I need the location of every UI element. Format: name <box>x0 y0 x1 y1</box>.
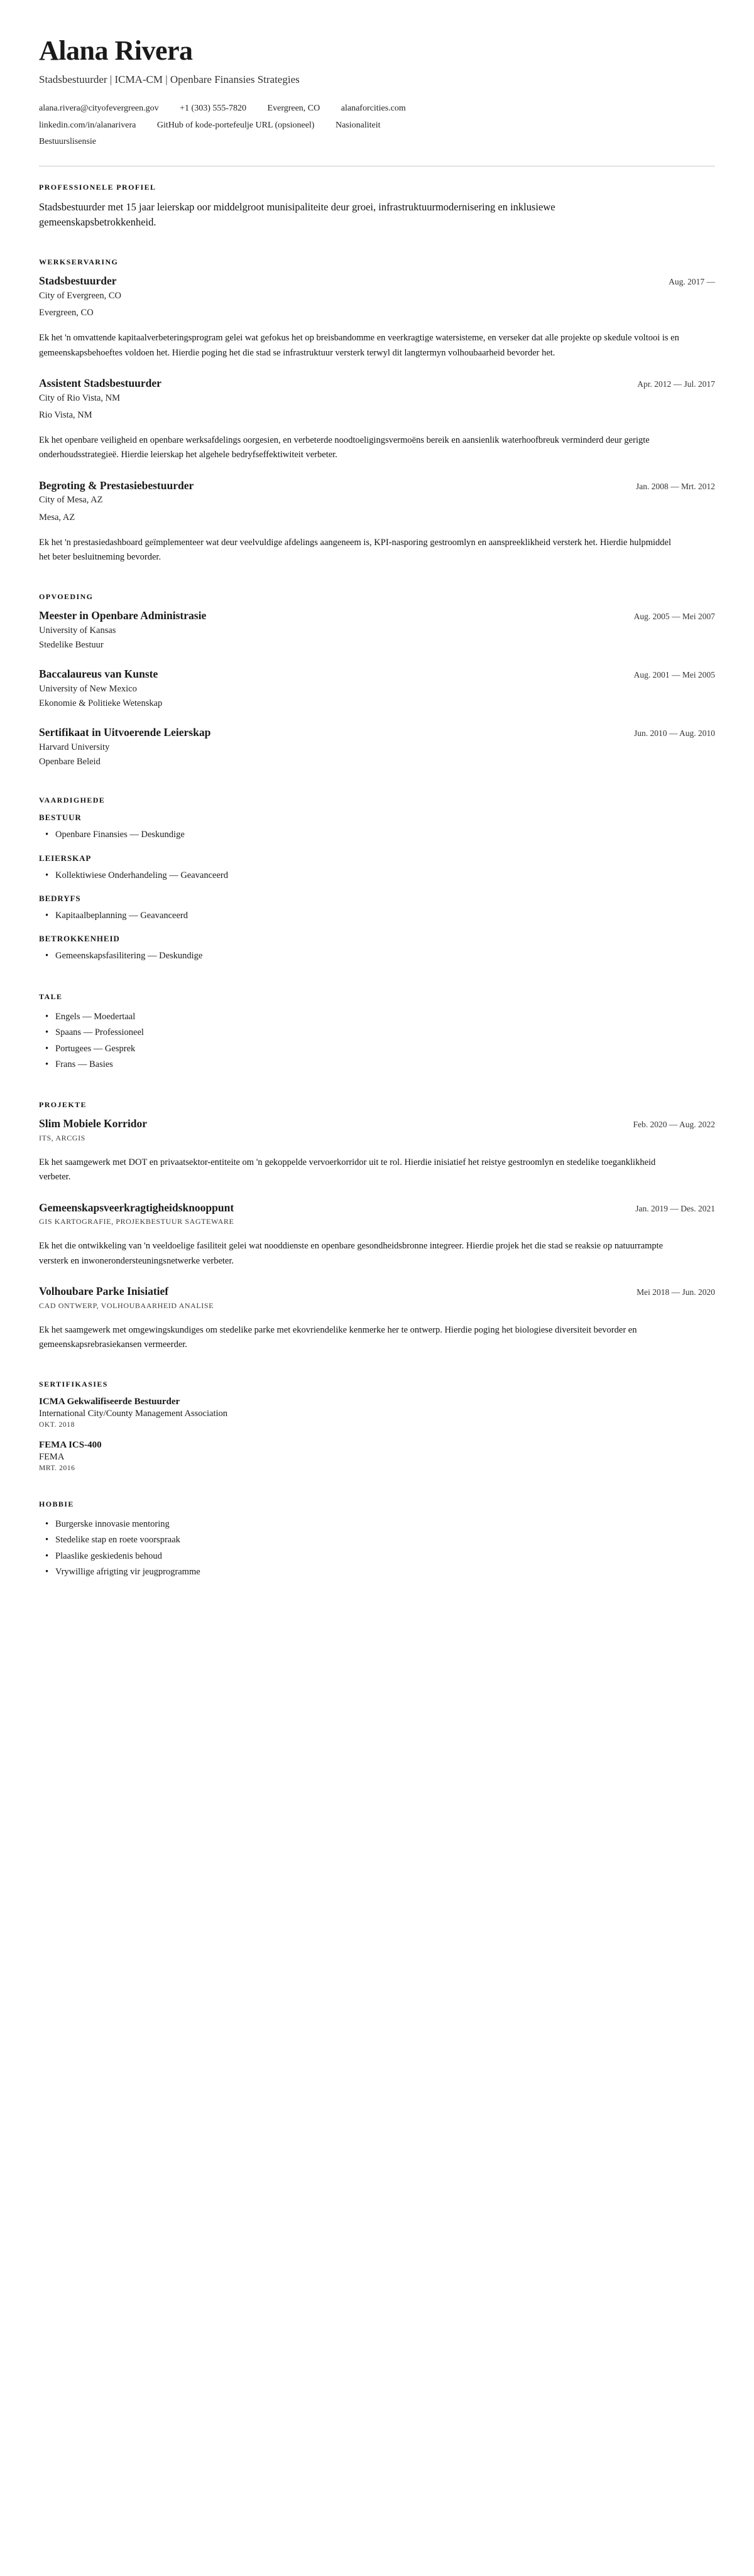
skill-item: • Kollektiwiese Onderhandeling — Geavanceerd <box>55 868 715 884</box>
project-entry <box>39 1201 715 1269</box>
project-tools: ITS, ARCGIS <box>39 1134 85 1143</box>
contact-nationality: Nasionaliteit <box>335 120 381 130</box>
hobby-item: • Vrywillige afrigting vir jeugprogramme <box>55 1564 715 1580</box>
experience-location: Evergreen, CO <box>39 308 94 318</box>
experience-entry <box>39 274 715 360</box>
hobby-item: • Stedelike stap en roete voorspraak <box>55 1532 715 1548</box>
education-date: Aug. 2001 — Mei 2005 <box>633 670 715 680</box>
certification-date: MRT. 2016 <box>39 1464 75 1473</box>
project-date: Feb. 2020 — Aug. 2022 <box>633 1120 715 1130</box>
section-title-skills: VAARDIGHEDE <box>39 796 106 805</box>
contact-github[interactable]: GitHub of kode-portefeulje URL (opsioneel) <box>156 120 315 130</box>
section-title-profile: PROFESSIONELE PROFIEL <box>39 183 156 192</box>
section-title-projects: PROJEKTE <box>39 1100 87 1110</box>
skill-category: BESTUUR <box>39 813 82 823</box>
experience-organization: City of Mesa, AZ <box>39 495 103 506</box>
certification-issuer: FEMA <box>39 1452 65 1463</box>
project-tools: GIS KARTOGRAFIE, PROJEKBESTUUR SAGTEWARE <box>39 1217 234 1226</box>
experience-date: Apr. 2012 — Jul. 2017 <box>637 379 715 389</box>
language-item: • Spaans — Professioneel <box>55 1025 715 1041</box>
candidate-name: Alana Rivera <box>39 35 193 66</box>
contact-row <box>39 100 715 117</box>
experience-role: Stadsbestuurder <box>39 274 117 287</box>
project-name: Gemeenskapsveerkragtigheidsknooppunt <box>39 1201 234 1214</box>
education-school: Harvard University <box>39 742 110 753</box>
hobby-item: • Burgerske innovasie mentoring <box>55 1517 715 1532</box>
experience-description: Ek het openbare veiligheid en openbare werksafdelings oorgesien, en verbeterde noodtoeligingsvermoëns bereik en aansienlik waterhoofbreuk verminderd deur gerigte onderhoudsstrategieë. Hierdie leierskap het algehele bedryfseffektiwiteit verbeter. <box>39 435 650 460</box>
education-school: University of Kansas <box>39 625 116 636</box>
experience-date: Aug. 2017 — <box>669 276 715 286</box>
section-title-experience: WERKSERVARING <box>39 257 119 266</box>
section-skills <box>39 796 715 965</box>
project-description: Ek het saamgewerk met DOT en privaatsektor-entiteite om 'n gekoppelde vervoerkorridor uit te rol. Hierdie inisiatief het reistye gestroomlyn en stedelike toeganklikheid verbeter. <box>39 1157 656 1182</box>
experience-description: Ek het 'n omvattende kapitaalverbeteringsprogram gelei wat gefokus het op breisbandomme en veerkragtige watersisteme, en verseker dat alle projekte op skedule voltooi is en gemeenskapsbehoeftes voldoen het. Hierdie poging het die stad se infrastruktuur versterk terwyl dit langtermyn volhoubaarheid bevorder het. <box>39 333 679 358</box>
candidate-headline: Stadsbestuurder | ICMA-CM | Openbare Finansies Strategies <box>39 73 300 86</box>
experience-entry <box>39 479 715 565</box>
contact-row <box>39 117 715 134</box>
section-title-certifications: SERTIFIKASIES <box>39 1380 108 1389</box>
skill-list <box>39 868 715 884</box>
experience-role: Assistent Stadsbestuurder <box>39 376 161 389</box>
section-profile <box>39 183 715 230</box>
education-field: Openbare Beleid <box>39 756 101 767</box>
skill-item: • Gemeenskapsfasilitering — Deskundige <box>55 948 715 964</box>
language-list <box>39 1009 715 1073</box>
project-date: Mei 2018 — Jun. 2020 <box>637 1287 715 1297</box>
project-tools: CAD ONTWERP, VOLHOUBAARHEID ANALISE <box>39 1301 214 1310</box>
experience-role: Begroting & Prestasiebestuurder <box>39 479 194 492</box>
education-date: Jun. 2010 — Aug. 2010 <box>633 728 715 739</box>
project-entry <box>39 1285 715 1352</box>
contact-email[interactable]: alana.rivera@cityofevergreen.gov <box>39 104 159 114</box>
section-experience <box>39 257 715 565</box>
certification-entry <box>39 1397 715 1429</box>
experience-description: Ek het 'n prestasiedashboard geïmplementeer wat deur veelvuldige afdelings aangeneem is, KPI-nasporing gestroomlyn en aanspreeklikheid versterk het. Hierdie hulpmiddel het beter besluitneming bevorder. <box>39 537 672 563</box>
project-description: Ek het saamgewerk met omgewingskundiges om stedelike parke met ekovriendelike kenmerke her te ontwerp. Hierdie poging het biologiese diversiteit bevorder en gemeenskapsrebrasiekansen vermeerder. <box>39 1324 637 1350</box>
project-entry <box>39 1117 715 1184</box>
skill-item: • Openbare Finansies — Deskundige <box>55 827 715 843</box>
education-entry <box>39 726 715 768</box>
section-title-languages: TALE <box>39 992 63 1001</box>
section-languages <box>39 992 715 1073</box>
skill-category: BEDRYFS <box>39 894 81 904</box>
hobby-list <box>39 1517 715 1581</box>
skill-item: • Kapitaalbeplanning — Geavanceerd <box>55 908 715 924</box>
skill-list <box>39 948 715 964</box>
resume-header <box>39 36 715 151</box>
contact-website[interactable]: alanaforcities.com <box>341 104 406 114</box>
language-item: • Frans — Basies <box>55 1057 715 1073</box>
hobby-item: • Plaaslike geskiedenis behoud <box>55 1549 715 1564</box>
certification-name: FEMA ICS-400 <box>39 1440 102 1451</box>
section-title-hobbies: HOBBIE <box>39 1500 74 1509</box>
education-school: University of New Mexico <box>39 684 137 695</box>
section-certifications <box>39 1380 715 1472</box>
contact-driving-licence: Bestuurslisensie <box>39 137 96 147</box>
experience-date: Jan. 2008 — Mrt. 2012 <box>636 481 715 491</box>
skill-category: LEIERSKAP <box>39 853 92 863</box>
skill-list <box>39 908 715 924</box>
experience-organization: City of Rio Vista, NM <box>39 392 120 403</box>
profile-text: Stadsbestuurder met 15 jaar leierskap oor middelgroot munisipaliteite deur groei, infrastruktuurmodernisering en inklusiewe gemeenskapsbetrokkenheid. <box>39 201 555 228</box>
experience-entry <box>39 377 715 463</box>
project-name: Volhoubare Parke Inisiatief <box>39 1284 169 1297</box>
education-degree: Meester in Openbare Administrasie <box>39 609 207 622</box>
skill-category: BETROKKENHEID <box>39 934 120 944</box>
experience-organization: City of Evergreen, CO <box>39 290 122 301</box>
experience-location: Rio Vista, NM <box>39 410 92 421</box>
skill-group <box>39 853 715 884</box>
skill-group <box>39 894 715 924</box>
skill-group <box>39 813 715 843</box>
education-date: Aug. 2005 — Mei 2007 <box>633 612 715 622</box>
education-entry <box>39 609 715 651</box>
section-education <box>39 592 715 768</box>
contact-phone: +1 (303) 555-7820 <box>180 104 247 114</box>
education-field: Stedelike Bestuur <box>39 639 104 650</box>
project-date: Jan. 2019 — Des. 2021 <box>635 1203 715 1213</box>
certification-name: ICMA Gekwalifiseerde Bestuurder <box>39 1397 180 1407</box>
contact-linkedin[interactable]: linkedin.com/in/alanarivera <box>39 120 136 130</box>
contact-location: Evergreen, CO <box>267 104 320 114</box>
certification-date: OKT. 2018 <box>39 1421 75 1429</box>
contact-info <box>39 100 715 151</box>
project-name: Slim Mobiele Korridor <box>39 1117 148 1130</box>
education-field: Ekonomie & Politieke Wetenskap <box>39 698 163 708</box>
education-entry <box>39 668 715 710</box>
experience-location: Mesa, AZ <box>39 512 75 522</box>
language-item: • Portugees — Gesprek <box>55 1041 715 1057</box>
skill-group <box>39 934 715 964</box>
project-description: Ek het die ontwikkeling van 'n veeldoelige fasiliteit gelei wat nooddienste en openbare gesondheidsbronne integreer. Hierdie projek het die stad se reaksie op natuurrampte versterk en inwonerondersteuningsnetwerke verbeter. <box>39 1241 664 1266</box>
education-degree: Baccalaureus van Kunste <box>39 668 158 681</box>
certification-issuer: International City/County Management Association <box>39 1409 228 1419</box>
education-degree: Sertifikaat in Uitvoerende Leierskap <box>39 726 211 739</box>
section-hobbies <box>39 1500 715 1581</box>
section-projects <box>39 1100 715 1352</box>
skill-list <box>39 827 715 843</box>
certification-entry <box>39 1440 715 1472</box>
language-item: • Engels — Moedertaal <box>55 1009 715 1025</box>
contact-row <box>39 134 715 151</box>
section-title-education: OPVOEDING <box>39 592 94 602</box>
